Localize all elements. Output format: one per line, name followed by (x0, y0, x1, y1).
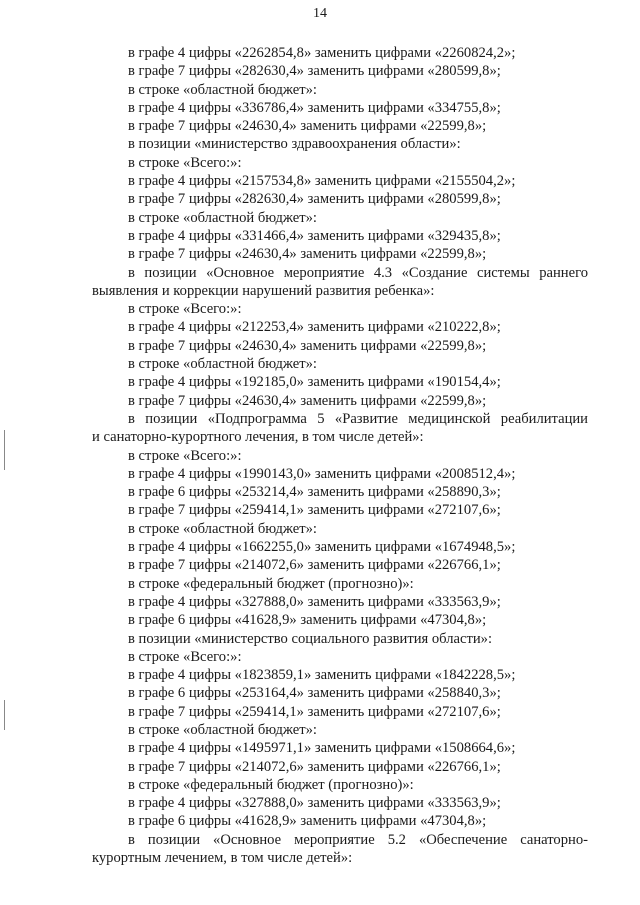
text-line: в графе 7 цифры «259414,1» заменить цифрами «272107,6»; (128, 502, 501, 519)
text-line: курортным лечением, в том числе детей»: (92, 850, 353, 867)
text-line: в графе 4 цифры «331466,4» заменить цифрами «329435,8»; (128, 227, 501, 244)
text-line: в позиции «Основное мероприятие 5.2 «Обеспечение санаторно- (128, 831, 588, 848)
text-line: в строке «Всего:»: (128, 447, 242, 464)
text-line: в графе 7 цифры «24630,4» заменить цифрами «22599,8»; (128, 337, 487, 354)
text-line: в графе 4 цифры «1662255,0» заменить цифрами «1674948,5»; (128, 539, 516, 556)
text-line: в графе 7 цифры «24630,4» заменить цифрами «22599,8»; (128, 392, 487, 409)
text-line: в графе 4 цифры «336786,4» заменить цифрами «334755,8»; (128, 99, 501, 116)
text-line: в графе 4 цифры «192185,0» заменить цифрами «190154,4»; (128, 374, 501, 391)
text-line: в графе 7 цифры «259414,1» заменить цифрами «272107,6»; (128, 703, 501, 720)
text-line: в графе 4 цифры «212253,4» заменить цифрами «210222,8»; (128, 319, 501, 336)
text-line: в строке «Всего:»: (128, 648, 242, 665)
text-line: в строке «областной бюджет»: (128, 721, 317, 738)
text-line: в графе 6 цифры «253164,4» заменить цифрами «258840,3»; (128, 685, 501, 702)
text-line: в строке «Всего:»: (128, 154, 242, 171)
text-line: в графе 4 цифры «327888,0» заменить цифрами «333563,9»; (128, 795, 501, 812)
text-line: в строке «Всего:»: (128, 301, 242, 318)
document-body (92, 44, 588, 867)
scan-edge-mark (4, 700, 5, 730)
text-line: в строке «областной бюджет»: (128, 81, 317, 98)
text-line: в строке «федеральный бюджет (прогнозно)»: (128, 776, 414, 793)
text-line: в графе 4 цифры «1990143,0» заменить цифрами «2008512,4»; (128, 465, 516, 482)
text-line: в графе 6 цифры «41628,9» заменить цифрами «47304,8»; (128, 813, 487, 830)
text-line: в графе 7 цифры «24630,4» заменить цифрами «22599,8»; (128, 118, 487, 135)
text-line: в строке «областной бюджет»: (128, 520, 317, 537)
text-line: в графе 7 цифры «282630,4» заменить цифрами «280599,8»; (128, 63, 501, 80)
text-line: в строке «областной бюджет»: (128, 356, 317, 373)
text-line: в графе 4 цифры «2157534,8» заменить цифрами «2155504,2»; (128, 173, 516, 190)
text-line: в позиции «министерство здравоохранения области»: (128, 136, 461, 153)
text-line: в графе 4 цифры «1495971,1» заменить цифрами «1508664,6»; (128, 740, 516, 757)
text-line: в графе 7 цифры «214072,6» заменить цифрами «226766,1»; (128, 557, 501, 574)
text-line: в графе 6 цифры «41628,9» заменить цифрами «47304,8»; (128, 612, 487, 629)
text-line: и санаторно-курортного лечения, в том числе детей»: (92, 429, 424, 446)
text-line: в графе 4 цифры «1823859,1» заменить цифрами «1842228,5»; (128, 667, 516, 684)
text-line: в графе 4 цифры «327888,0» заменить цифрами «333563,9»; (128, 593, 501, 610)
text-line: в строке «областной бюджет»: (128, 209, 317, 226)
text-line: в позиции «Основное мероприятие 4.3 «Создание системы раннего (128, 264, 588, 281)
page-number: 14 (313, 6, 327, 21)
text-line: в графе 7 цифры «214072,6» заменить цифрами «226766,1»; (128, 758, 501, 775)
text-line: в графе 4 цифры «2262854,8» заменить цифрами «2260824,2»; (128, 45, 516, 61)
text-line: в позиции «Подпрограмма 5 «Развитие медицинской реабилитации (128, 410, 588, 427)
text-line: в строке «федеральный бюджет (прогнозно)»: (128, 575, 414, 592)
text-line: в графе 6 цифры «253214,4» заменить цифрами «258890,3»; (128, 484, 501, 501)
text-line: в позиции «министерство социального развития области»: (128, 630, 493, 647)
text-line: выявления и коррекции нарушений развития ребенка»: (92, 282, 435, 299)
text-line: в графе 7 цифры «24630,4» заменить цифрами «22599,8»; (128, 246, 487, 263)
scan-edge-mark (4, 430, 5, 470)
text-line: в графе 7 цифры «282630,4» заменить цифрами «280599,8»; (128, 191, 501, 208)
